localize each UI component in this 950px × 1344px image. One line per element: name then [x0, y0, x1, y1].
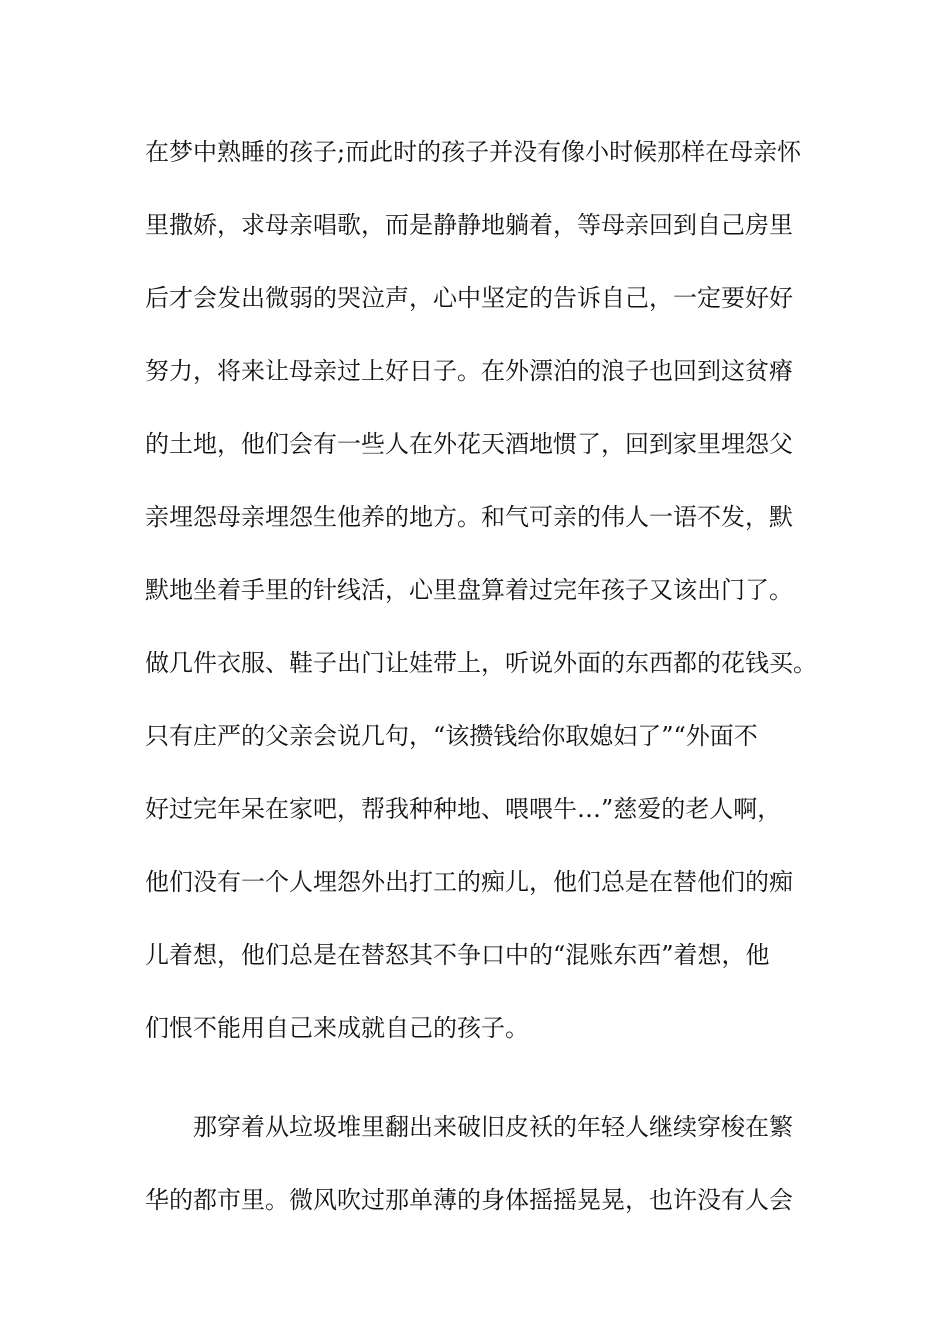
paragraph-2-line-2: 华的都市里。微风吹过那单薄的身体摇摇晃晃，也许没有人会: [145, 1186, 793, 1214]
paragraph-1-line-6: 亲埋怨母亲埋怨生他养的地方。和气可亲的伟人一语不发，默: [145, 503, 793, 531]
paragraph-1-line-13: 们恨不能用自己来成就自己的孩子。: [145, 1014, 529, 1042]
paragraph-1-line-12: 儿着想，他们总是在替怒其不争口中的“混账东西”着想，他: [145, 941, 770, 969]
paragraph-1-line-5: 的土地，他们会有一些人在外花天酒地惯了，回到家里埋怨父: [145, 430, 793, 458]
paragraph-1-line-11: 他们没有一个人埋怨外出打工的痴儿，他们总是在替他们的痴: [145, 868, 793, 896]
paragraph-1-line-8: 做几件衣服、鞋子出门让娃带上，听说外面的东西都的花钱买。: [145, 649, 817, 677]
paragraph-1-line-3: 后才会发出微弱的哭泣声，心中坚定的告诉自己，一定要好好: [145, 284, 793, 312]
paragraph-1-line-7: 默地坐着手里的针线活，心里盘算着过完年孩子又该出门了。: [145, 576, 793, 604]
paragraph-1-line-2: 里撒娇，求母亲唱歌，而是静静地躺着，等母亲回到自己房里: [145, 211, 793, 239]
paragraph-gap: [145, 1077, 845, 1103]
body-text: [145, 128, 845, 1249]
paragraph-2-line-1: 那穿着从垃圾堆里翻出来破旧皮袄的年轻人继续穿梭在繁: [193, 1113, 793, 1141]
paragraph-1-line-9: 只有庄严的父亲会说几句，“该攒钱给你取媳妇了”“外面不: [145, 722, 758, 750]
paragraph-1-line-1: 在梦中熟睡的孩子;而此时的孩子并没有像小时候那样在母亲怀: [145, 138, 802, 166]
paragraph-1-line-10: 好过完年呆在家吧，帮我种种地、喂喂牛…”慈爱的老人啊，: [145, 795, 782, 823]
paragraph-1-line-4: 努力，将来让母亲过上好日子。在外漂泊的浪子也回到这贫瘠: [145, 357, 793, 385]
